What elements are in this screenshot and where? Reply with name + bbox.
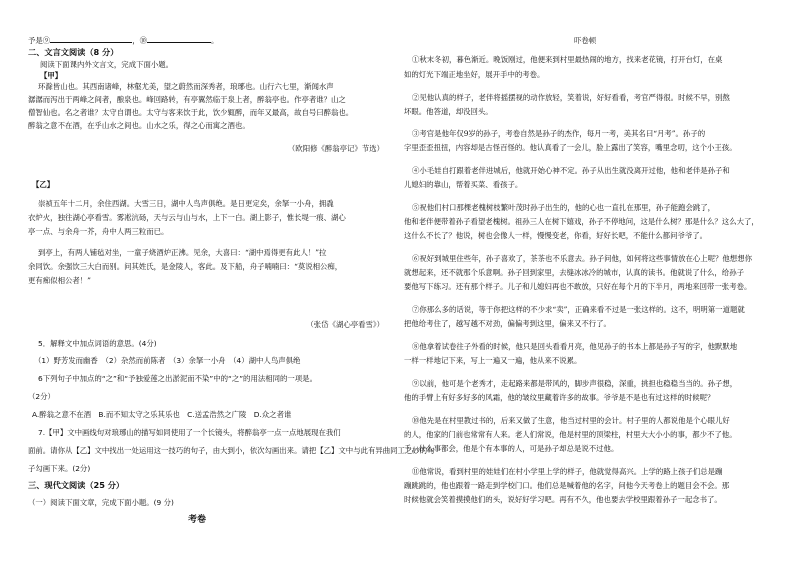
fill-blank-line (28, 36, 218, 45)
para-10-line-3: 千，什么事都会，他是个有本事的人，可是孙子却总是说不过他。 (404, 444, 619, 453)
right-column (404, 0, 772, 561)
para-7-line-1: ⑦你那么多的话说，等于你把这样的不少求“卖”，正确来看不过是一张这样的。这不，明明第一道题就 (412, 305, 745, 314)
answer-blank-9[interactable] (50, 42, 132, 43)
para-5-line-1: ⑤祝他们村口那棵老槐树枝繁叶茂时孙子出生的，他的心也一直扎在那里，孙子能跑会跳了， (412, 203, 716, 212)
para-4-line-1: ④小毛娃自打跟着老伴进城后，他就开始心神不定。孙子从出生就没离开过他，他和老伴是孙子和 (412, 166, 730, 175)
jia-line-4: 醉翁之意不在酒，在乎山水之间也。山水之乐，得之心而寓之酒也。 (28, 121, 250, 130)
para-3-line-2: 字里歪歪扭扭，内容却是古怪百怪的。他认真看了一会儿，脸上露出了笑容，嘴里念叨，这个小王孩。 (404, 143, 737, 152)
para-11-line-1: ⑪他常说，看到村里的娃娃们在村小学里上学的样子，他就觉得高兴。上学的路上孩子们总是蹦 (412, 467, 723, 476)
article-title: 吓卷顿 (574, 36, 597, 45)
para-10-line-2: 的人，他家的门前也常常有人来。老人们常说，他是村里的顶梁柱，村里大大小小的事，都少不了他。 (404, 430, 737, 439)
para-5-line-3: 这什么不长了？他说，树也会像人一样，慢慢变老，你看，好好长吧，不能什么都问爷爷了。 (404, 231, 708, 240)
yi-line-4: 到亭上，有两人铺毡对坐，一童子烧酒炉正沸。见余，大喜曰：“湖中焉得更有此人！”拉 (38, 248, 327, 257)
para-1-line-2: 如的灯光下端正地坐好，展开手中的考卷。 (404, 70, 545, 79)
yi-line-6: 更有痴似相公者！” (28, 276, 91, 285)
para-2-line-2: 坏眼。他答道，却没回头。 (404, 107, 493, 116)
question-6-line-2: （2分） (28, 392, 55, 401)
para-8-line-2: 一样一样地记下来，写上一遍又一遍，他从来不说累。 (404, 356, 582, 365)
para-2-line-1: ②见他认真的样子，老伴将摇摆视的动作放轻，笑着说，好好看看，考官严得很。时候不早，别熬 (412, 93, 730, 102)
para-6-line-1: ⑥祝好到城里住些年，孙子喜欢了，茶茶也不乐意去。孙子问他，如何将这些事情放在心上呢？他想想你 (412, 254, 752, 263)
fill-end: 。 (210, 36, 219, 45)
left-column (28, 0, 435, 561)
question-7-line-3: 子勾画下来。(2分) (28, 464, 91, 473)
yi-line-5: 余同饮。余强饮三大白而别。问其姓氏，是金陵人，客此。及下船，舟子喃喃曰：“莫说相公痴， (28, 262, 343, 271)
para-4-line-2: 儿媳妇的靠山，帮着买菜、看孩子。 (404, 180, 523, 189)
para-11-line-2: 蹦跳跳的，他也跟着一路走到学校门口。他们总是喊着他的名字，问他今天考卷上的题目会不会。那 (404, 481, 730, 490)
para-5-line-2: 他和老伴便带着孙子看望老槐树。祖孙三人在树下嬉戏，孙子不停地问，这是什么树？那是什么？这么大了， (404, 217, 759, 226)
para-8-line-1: ⑧他拿着试卷往子外看的时候，他只是回头看看月亮，他见孙子的书本上都是孙子写的字，他默默地 (412, 342, 738, 351)
yi-label: 【乙】 (32, 180, 55, 189)
jia-line-3: 僧智仙也。名之者谁？太守自谓也。太守与客来饮于此，饮少辄醉，而年又最高，故自号曰醉翁也。 (28, 108, 354, 117)
section-2-heading: 二、文言文阅读（8 分） (28, 47, 119, 57)
question-6-line-1: 6下列句子中加点的“之”和“予独爱莲之出淤泥而不染”中的“之”的用法相同的一项是。 (38, 374, 317, 383)
jia-line-1: 环滁皆山也。其西南诸峰，林壑尤美，望之蔚然而深秀者，琅琊也。山行六七里，渐闻水声 (38, 82, 334, 91)
yi-line-3: 亭一点、与余舟一芥，舟中人两三粒而已。 (28, 227, 169, 236)
question-5-items: （1）野芳发而幽香 （2）杂然而前陈者 （3）余拏一小舟 （4）湖中人鸟声俱绝 (34, 356, 301, 365)
para-6-line-3: 要他写下练习。还有那个样子。儿子和儿媳妇再也不敢放，只好在每个月的下半月，两地来回带一张考卷。 (404, 282, 752, 291)
para-7-line-2: 把他给考住了，越写越不对劲，偏偏考到这里，偏来又不行了。 (404, 319, 611, 328)
para-9-line-2: 他的手臂上有好多好多的风霜，他的皱纹里藏着许多的故事。爷爷是不是也有过这样的时候呢？ (404, 393, 715, 402)
jia-label: 【甲】 (40, 71, 63, 80)
jia-line-2: 潺潺而泻出于两峰之间者，酿泉也。峰回路转，有亭翼然临于泉上者，醉翁亭也。作亭者谁？山之 (28, 95, 346, 104)
yi-line-1: 崇祯五年十二月，余住西湖。大雪三日，湖中人鸟声俱绝。是日更定矣，余拏一小舟，拥毳 (38, 199, 334, 208)
para-1-line-1: ①秋末冬初，暮色渐近。晚饭刚过，他便来到村里最热闹的地方，找来老花镜，打开台灯，在桌 (412, 55, 723, 64)
para-9-line-1: ⑨以前，他可是个老秀才，走起路来都是带风的，脚步声很稳，深重，挑担也稳稳当当的。孙子想， (412, 379, 738, 388)
answer-blank-10[interactable] (147, 42, 211, 43)
fill-mid: ，⑩ (132, 36, 147, 45)
para-3-line-1: ③考官是他年仅9岁的孙子，考卷自然是孙子的杰作，每月一考，美其名曰“月考”。孙子的 (412, 129, 706, 138)
section-3-heading: 三、现代文阅读（25 分） (28, 480, 125, 490)
jia-source: （欧阳修《醉翁亭记》节选） (287, 144, 384, 153)
section-3-subheading: （一）阅读下面文章，完成下面小题。(9 分) (28, 498, 174, 507)
question-7-line-2: 面前。请你从【乙】文中找出一处运用这一技巧的句子，由大到小，依次勾画出来。请把【乙】文中与此有异曲同工之妙的句 (28, 446, 435, 455)
fill-prefix: 予是⑨ (28, 36, 51, 45)
para-10-line-1: ⑩他先是在村里教过书的，后来又做了生意，他当过村里的会计。村子里的人都说他是个心眼儿好 (412, 416, 730, 425)
question-7-line-1: 7.【甲】文中画线句对琅琊山的描写如同使用了一个长镜头，将醉翁亭一点一点地展现在我们 (38, 428, 341, 437)
para-11-line-3: 时候他就会笑着摸摸他们的头，说好好学习吧。再有不久，他也要去学校里跟着孙子一起念书了。 (404, 495, 722, 504)
section-2-instruction: 阅读下面课内外文言文，完成下面小题。 (40, 60, 174, 69)
question-5: 5．解释文中加点词语的意思。(4分) (38, 339, 157, 348)
yi-line-2: 衣炉火，独往湖心亭看雪。雾凇沆砀，天与云与山与水，上下一白。湖上影子，惟长堤一痕、湖心 (28, 213, 346, 222)
question-6-options: A.醉翁之意不在酒 B.而不知太守之乐其乐也 C.送孟浩然之广陵 D.众之者谁 (32, 410, 292, 419)
para-6-line-2: 就想起来，还不就那个乐意啊。孙子回到家里，去缝冰冰冷的城市，认真的读书。他就说了什么，给孙子 (404, 268, 744, 277)
kaojuan-title: 考卷 (188, 515, 207, 525)
yi-source: （张岱《湖心亭看雪》） (306, 320, 384, 329)
